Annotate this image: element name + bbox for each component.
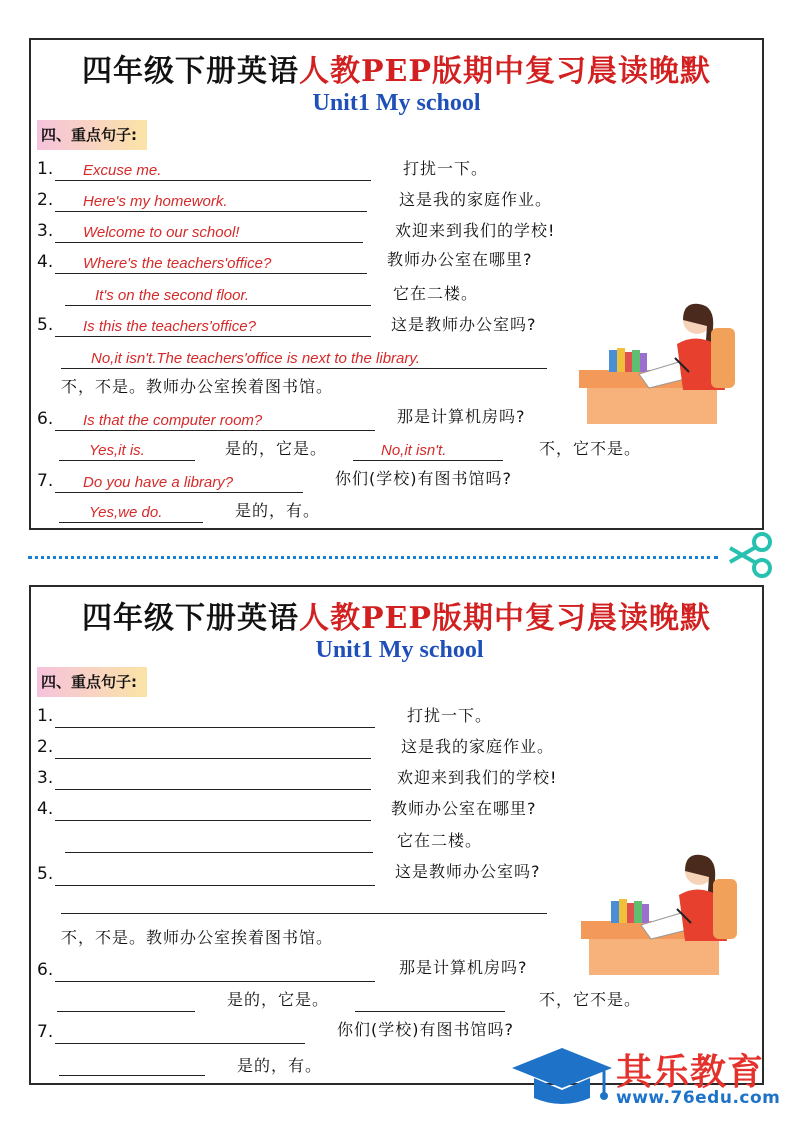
answer-text: Yes,it is. xyxy=(89,442,145,459)
chinese-translation: 打扰一下。 xyxy=(407,706,493,725)
answer-blank xyxy=(59,436,195,461)
teacher-illustration xyxy=(581,849,751,979)
answer-text: No,it isn't.The teachers'office is next to the library. xyxy=(91,350,420,367)
chinese-translation: 是的，有。 xyxy=(237,1056,323,1075)
answer-blank xyxy=(65,281,371,306)
answer-blank xyxy=(61,344,547,369)
answer-text: Is that the computer room? xyxy=(83,412,263,429)
answer-blank[interactable] xyxy=(55,861,375,886)
worksheet-blank-card xyxy=(29,585,764,1085)
answer-blank[interactable] xyxy=(59,1051,205,1076)
chinese-translation: 是的，它是。 xyxy=(225,439,328,458)
answer-blank xyxy=(55,156,371,181)
answer-blank[interactable] xyxy=(55,796,371,821)
item-number: 6. xyxy=(37,960,54,980)
chinese-translation: 是的，它是。 xyxy=(227,990,330,1009)
section-label: 四、重点句子: xyxy=(37,667,147,697)
chinese-translation: 你们(学校)有图书馆吗? xyxy=(337,1020,514,1039)
answer-blank[interactable] xyxy=(57,987,195,1012)
chinese-translation: 不，不是。教师办公室挨着图书馆。 xyxy=(61,377,334,396)
item-number: 2. xyxy=(37,737,54,757)
title-black-part: 四年级下册英语 xyxy=(82,54,299,89)
item-number: 3. xyxy=(37,768,54,788)
answer-text: Welcome to our school! xyxy=(83,224,240,241)
item-number: 3. xyxy=(37,221,54,241)
chinese-translation: 打扰一下。 xyxy=(403,159,489,178)
worksheet-title xyxy=(31,46,762,90)
chinese-translation: 那是计算机房吗? xyxy=(397,407,526,426)
item-number: 1. xyxy=(37,706,54,726)
chinese-translation: 它在二楼。 xyxy=(397,831,483,850)
answer-text: Is this the teachers'office? xyxy=(83,318,256,335)
chinese-translation: 是的，有。 xyxy=(235,501,321,520)
answer-blank xyxy=(59,498,203,523)
worksheet-title xyxy=(31,593,762,637)
answer-blank xyxy=(353,436,503,461)
chinese-translation: 不，它不是。 xyxy=(539,990,642,1009)
answer-blank xyxy=(55,468,303,493)
answer-text: It's on the second floor. xyxy=(95,287,250,304)
item-number: 6. xyxy=(37,409,54,429)
chinese-translation: 不，它不是。 xyxy=(539,439,642,458)
item-number: 7. xyxy=(37,1022,54,1042)
title-red-part: 人教PEP版期中复习晨读晚默 xyxy=(299,601,711,636)
chinese-translation: 这是我的家庭作业。 xyxy=(399,190,553,209)
item-number: 1. xyxy=(37,159,54,179)
answer-blank[interactable] xyxy=(355,987,505,1012)
chinese-translation: 教师办公室在哪里? xyxy=(387,250,533,269)
section-label: 四、重点句子: xyxy=(37,120,147,150)
cut-line xyxy=(28,556,718,559)
item-number: 4. xyxy=(37,252,54,272)
chinese-translation: 教师办公室在哪里? xyxy=(391,799,537,818)
answer-text: Where's the teachers'office? xyxy=(83,255,272,272)
item-number: 7. xyxy=(37,471,54,491)
brand-url: www.76edu.com xyxy=(616,1088,781,1108)
answer-blank xyxy=(55,249,367,274)
chinese-translation: 这是教师办公室吗? xyxy=(391,315,537,334)
chinese-translation: 那是计算机房吗? xyxy=(399,958,528,977)
answer-blank xyxy=(55,218,363,243)
answer-text: Yes,we do. xyxy=(89,504,163,521)
answer-text: Excuse me. xyxy=(83,162,162,179)
unit-subtitle: Unit1 My school xyxy=(312,90,481,116)
answer-blank[interactable] xyxy=(65,828,373,853)
chinese-translation: 欢迎来到我们的学校! xyxy=(395,221,556,240)
answer-blank[interactable] xyxy=(55,957,375,982)
chinese-translation: 欢迎来到我们的学校! xyxy=(397,768,558,787)
brand-watermark xyxy=(512,1038,792,1116)
item-number: 2. xyxy=(37,190,54,210)
teacher-illustration xyxy=(579,298,749,428)
answer-text: Do you have a library? xyxy=(83,474,234,491)
answer-blank xyxy=(55,312,371,337)
chinese-translation: 不，不是。教师办公室挨着图书馆。 xyxy=(61,928,334,947)
brand-name: 其乐教育 xyxy=(616,1052,765,1093)
answer-blank[interactable] xyxy=(55,1019,305,1044)
scissors-icon xyxy=(726,532,776,578)
item-number: 5. xyxy=(37,864,54,884)
answer-blank[interactable] xyxy=(55,765,371,790)
answer-blank[interactable] xyxy=(61,889,547,914)
title-red-part: 人教PEP版期中复习晨读晚默 xyxy=(299,54,711,89)
answer-blank xyxy=(55,406,375,431)
graduation-cap-icon xyxy=(512,1044,614,1110)
chinese-translation: 这是教师办公室吗? xyxy=(395,862,541,881)
answer-blank[interactable] xyxy=(55,734,371,759)
answer-text: Here's my homework. xyxy=(83,193,228,210)
answer-text: No,it isn't. xyxy=(381,442,447,459)
chinese-translation: 这是我的家庭作业。 xyxy=(401,737,555,756)
chinese-translation: 你们(学校)有图书馆吗? xyxy=(335,469,512,488)
item-number: 5. xyxy=(37,315,54,335)
answer-blank[interactable] xyxy=(55,703,375,728)
chinese-translation: 它在二楼。 xyxy=(393,284,479,303)
title-black-part: 四年级下册英语 xyxy=(82,601,299,636)
worksheet-answer-card xyxy=(29,38,764,530)
item-number: 4. xyxy=(37,799,54,819)
unit-subtitle: Unit1 My school xyxy=(315,637,484,663)
answer-blank xyxy=(55,187,367,212)
